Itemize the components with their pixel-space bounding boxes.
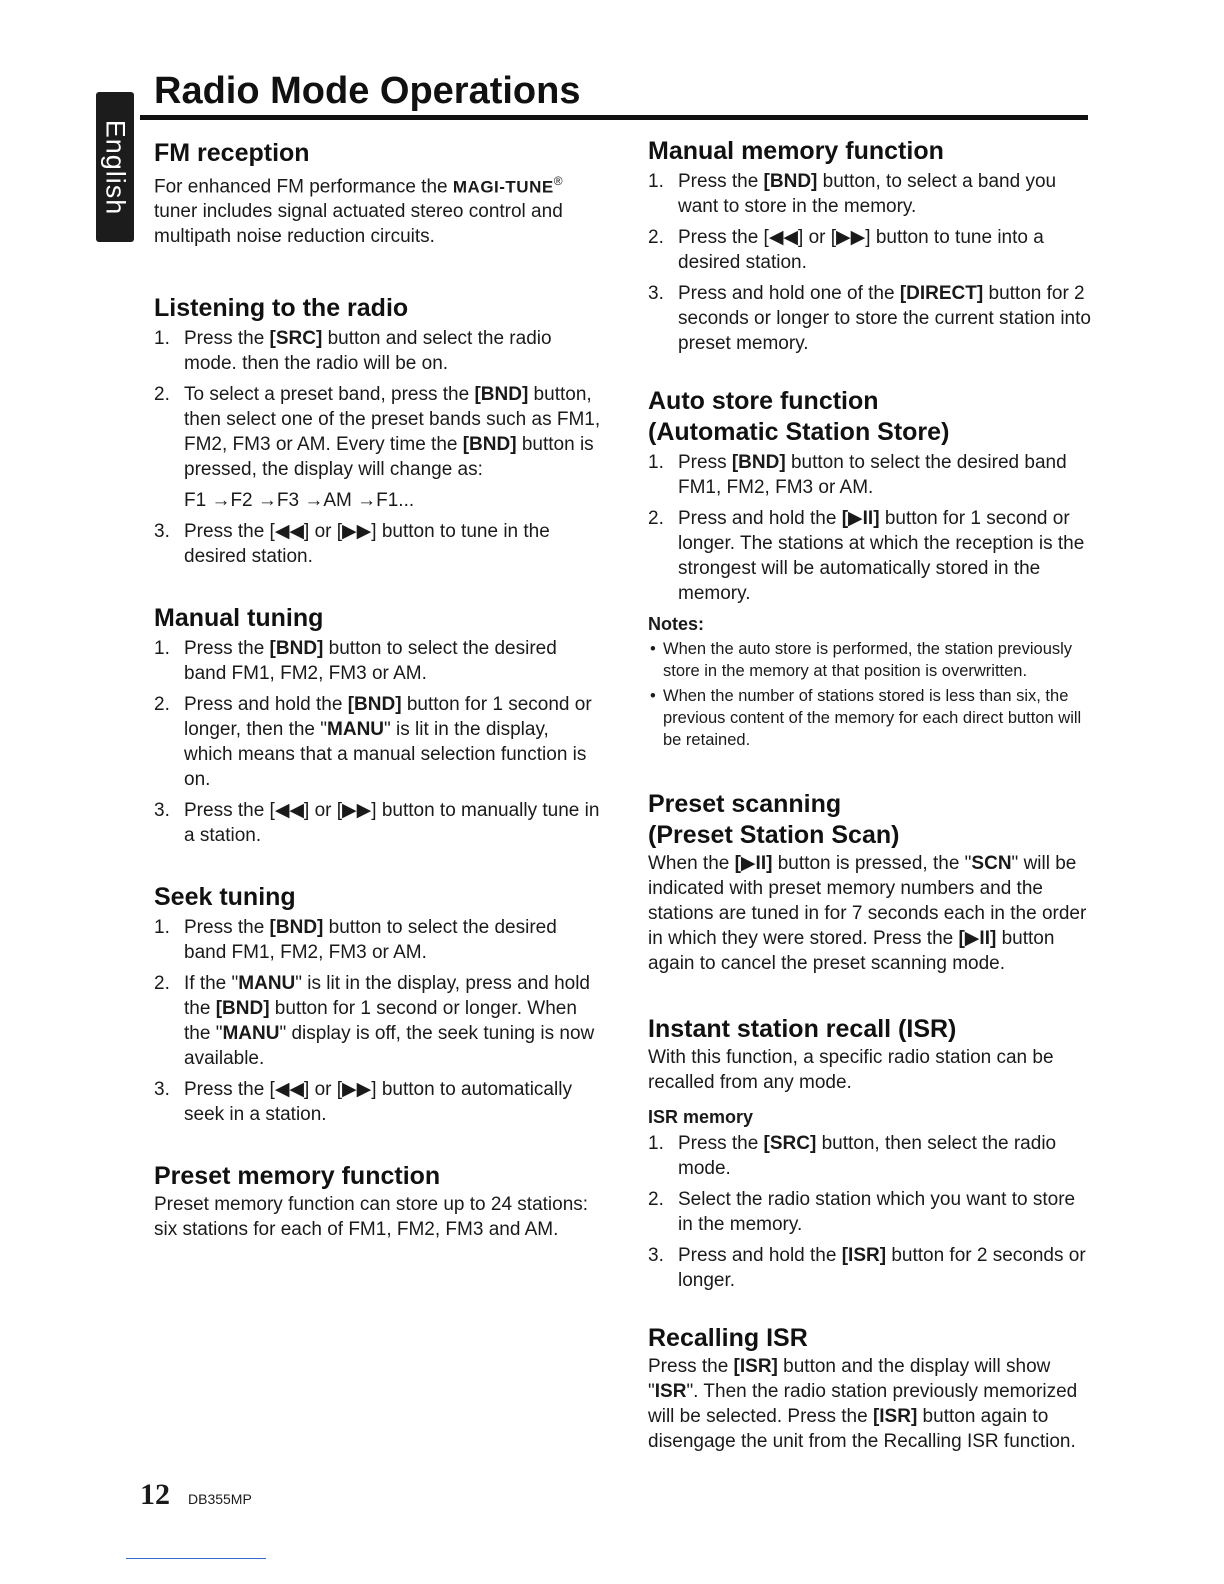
isr-memory-heading: ISR memory [648,1107,754,1127]
auto-store-heading: Auto store function [648,387,879,415]
manual-memory-steps [648,169,1092,356]
model-number: DB355MP [188,1491,252,1507]
list-item: 3. Press and hold one of the [DIRECT] button for 2 seconds or longer to store the current station into preset memory. [648,283,1091,354]
seek-tuning-section [154,882,602,1127]
manual-memory-section [648,136,1092,356]
right-column [648,120,1092,1454]
preset-scan-text: When the [▶II] button is pressed, the "SCN" will be indicated with preset memory numbers and the stations are tuned in for 7 seconds each in the order in which they were stored. Press the [▶II] button again to cancel the preset scanning mode. [648,853,1087,974]
manual-memory-heading: Manual memory function [648,137,944,165]
listening-heading: Listening to the radio [154,294,409,323]
list-item: 2. Select the radio station which you want to store in the memory. [648,1189,1076,1235]
auto-store-subheading: (Automatic Station Store) [648,418,950,446]
fm-reception-text: For enhanced FM performance the MAGI-TUNE® tuner includes signal actuated stereo control and multipath noise reduction circuits. [154,174,563,248]
seek-tuning-steps [154,915,602,1127]
note-item: • When the number of stations stored is less than six, the previous content of the memory for each direct button will be retained. [648,685,1092,751]
list-item: 1. Press the [BND] button, to select a band you want to store in the memory. [648,171,1057,217]
isr-memory-steps [648,1131,1092,1293]
language-tab-label: English [100,119,131,215]
recalling-isr-text: Press the [ISR] button and the display will show "ISR". Then the radio station previously memorized will be selected. Press the [ISR] button again to disengage the unit from the Recalling ISR function. [648,1356,1078,1452]
list-item: 1. Press the [BND] button to select the desired band FM1, FM2, FM3 or AM. [154,917,557,964]
manual-tuning-heading: Manual tuning [154,604,324,633]
preset-scan-section [648,789,1092,976]
listening-steps-cont [154,519,602,569]
note-item: • When the auto store is performed, the station previously store in the memory at that position is overwritten. [648,638,1092,682]
page-number: 12 [140,1478,170,1511]
notes-label: Notes: [648,614,705,634]
list-item: 2. Press and hold the [▶II] button for 1 second or longer. The stations at which the reception is the strongest will be automatically stored in the memory. [648,508,1085,604]
recalling-isr-heading: Recalling ISR [648,1324,808,1352]
band-sequence: F1 →F2 →F3 →AM →F1... [184,490,415,512]
auto-store-section [648,386,1092,751]
list-item: 3. Press the [◀◀] or [▶▶] button to tune in the desired station. [154,521,550,568]
preset-scan-subheading: (Preset Station Scan) [648,821,900,849]
list-item: 2. Press and hold the [BND] button for 1 second or longer, then the "MANU" is lit in the display, which means that a manual selection function is on. [154,694,592,791]
preset-memory-section [154,1161,602,1242]
manual-tuning-section [154,603,602,848]
brand-logo: MAGI-TUNE [452,177,554,197]
list-item: 1. Press the [SRC] button and select the radio mode. then the radio will be on. [154,328,552,375]
preset-memory-text: Preset memory function can store up to 24 stations: six stations for each of FM1, FM2, FM3 and AM. [154,1194,589,1241]
left-column [154,120,602,1242]
list-item: 3. Press the [◀◀] or [▶▶] button to automatically seek in a station. [154,1079,572,1126]
seek-tuning-heading: Seek tuning [154,883,296,912]
bottom-divider [126,1558,266,1559]
recalling-isr-section [648,1323,1092,1454]
isr-text: With this function, a specific radio station can be recalled from any mode. [648,1047,1054,1093]
list-item: 2. To select a preset band, press the [BND] button, then select one of the preset bands such as FM1, FM2, FM3 or AM. Every time the [BND] button is pressed, the display will change as: [154,384,601,481]
page-footer [140,1478,252,1512]
list-item: 2. If the "MANU" is lit in the display, press and hold the [BND] button for 1 second or longer. When the "MANU" display is off, the seek tuning is now available. [154,973,595,1070]
listening-steps [154,326,602,482]
auto-store-steps [648,450,1092,606]
preset-memory-heading: Preset memory function [154,1162,441,1191]
fm-reception-section [154,138,602,249]
notes-list [648,638,1092,751]
page-title: Radio Mode Operations [154,70,581,112]
list-item: 3. Press the [◀◀] or [▶▶] button to manually tune in a station. [154,800,600,847]
list-item: 1. Press the [BND] button to select the desired band FM1, FM2, FM3 or AM. [154,638,557,685]
list-item: 1. Press [BND] button to select the desired band FM1, FM2, FM3 or AM. [648,452,1067,498]
preset-scan-heading: Preset scanning [648,790,842,818]
list-item: 2. Press the [◀◀] or [▶▶] button to tune into a desired station. [648,227,1044,273]
list-item: 1. Press the [SRC] button, then select the radio mode. [648,1133,1057,1179]
isr-heading: Instant station recall (ISR) [648,1015,957,1043]
manual-tuning-steps [154,636,602,848]
language-tab [96,92,134,242]
fm-reception-heading: FM reception [154,139,310,167]
list-item: 3. Press and hold the [ISR] button for 2 seconds or longer. [648,1245,1086,1291]
isr-section [648,1014,1092,1293]
listening-section [154,293,602,569]
